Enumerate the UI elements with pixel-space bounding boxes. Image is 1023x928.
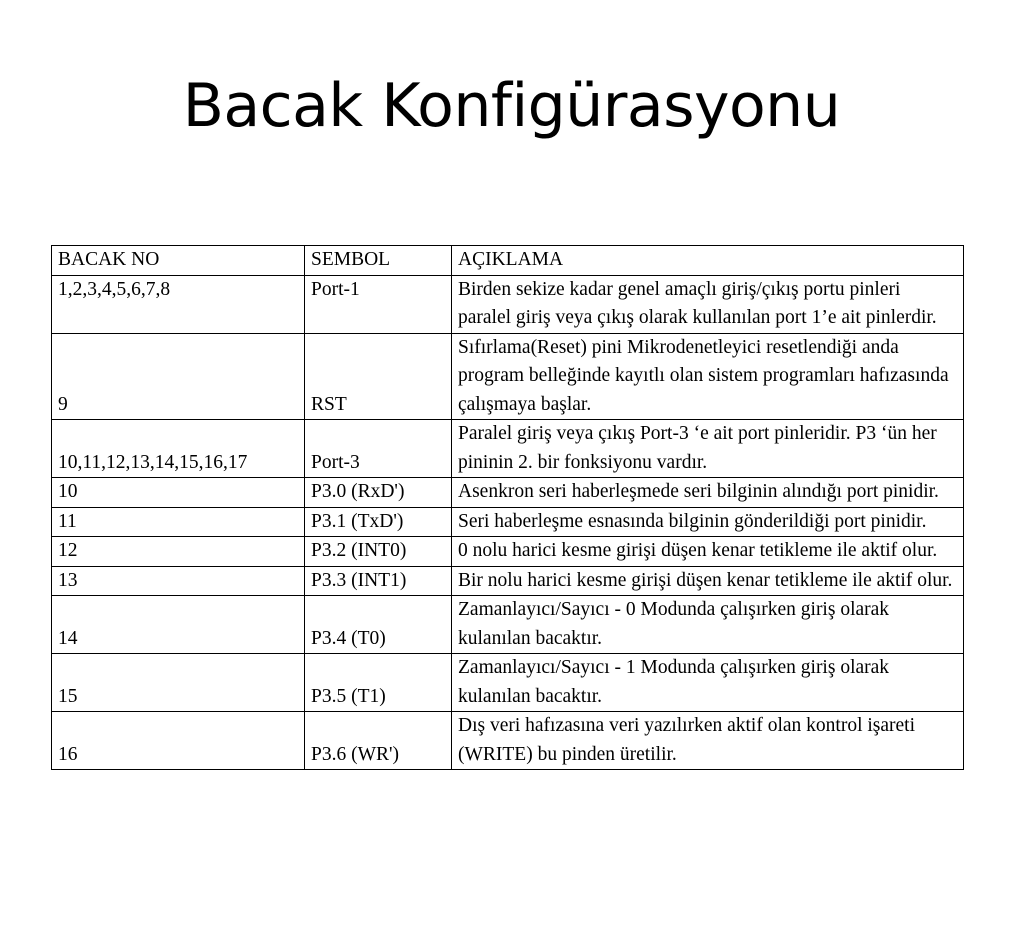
table-header-row [52, 246, 964, 276]
table-row [52, 712, 964, 770]
description-cell: Zamanlayıcı/Sayıcı - 1 Modunda çalışırken giriş olarak kulanılan bacaktır. [452, 654, 964, 712]
pin-number-cell: 11 [52, 507, 305, 537]
pin-number-cell: 16 [52, 712, 305, 770]
table-row [52, 537, 964, 567]
pin-number-cell: 14 [52, 596, 305, 654]
description-cell: Bir nolu harici kesme girişi düşen kenar tetikleme ile aktif olur. [452, 566, 964, 596]
symbol-cell: P3.2 (INT0) [305, 537, 452, 567]
symbol-cell: P3.4 (T0) [305, 596, 452, 654]
table-row [52, 333, 964, 420]
slide-title: Bacak Konfigürasyonu [182, 71, 841, 141]
header-pin-no: BACAK NO [52, 246, 305, 276]
table-row [52, 566, 964, 596]
pin-number-cell: 9 [52, 333, 305, 420]
table-row [52, 507, 964, 537]
description-cell: 0 nolu harici kesme girişi düşen kenar tetikleme ile aktif olur. [452, 537, 964, 567]
symbol-cell: Port-1 [305, 275, 452, 333]
symbol-cell: P3.5 (T1) [305, 654, 452, 712]
symbol-cell: Port-3 [305, 420, 452, 478]
symbol-cell: P3.0 (RxD') [305, 478, 452, 508]
symbol-cell: RST [305, 333, 452, 420]
symbol-cell: P3.6 (WR') [305, 712, 452, 770]
description-cell: Birden sekize kadar genel amaçlı giriş/çıkış portu pinleri paralel giriş veya çıkış olarak kullanılan port 1’e ait pinlerdir. [452, 275, 964, 333]
table-row [52, 596, 964, 654]
table-row [52, 478, 964, 508]
description-cell: Dış veri hafızasına veri yazılırken aktif olan kontrol işareti (WRITE) bu pinden üretilir. [452, 712, 964, 770]
symbol-cell: P3.3 (INT1) [305, 566, 452, 596]
pin-number-cell: 13 [52, 566, 305, 596]
symbol-cell: P3.1 (TxD') [305, 507, 452, 537]
pin-number-cell: 12 [52, 537, 305, 567]
pin-number-cell: 10,11,12,13,14,15,16,17 [52, 420, 305, 478]
description-cell: Paralel giriş veya çıkış Port-3 ‘e ait port pinleridir. P3 ‘ün her pininin 2. bir fonksiyonu vardır. [452, 420, 964, 478]
table-row [52, 275, 964, 333]
description-cell: Seri haberleşme esnasında bilginin gönderildiği port pinidir. [452, 507, 964, 537]
description-cell: Asenkron seri haberleşmede seri bilginin alındığı port pinidir. [452, 478, 964, 508]
table-row [52, 654, 964, 712]
pin-number-cell: 15 [52, 654, 305, 712]
pin-number-cell: 10 [52, 478, 305, 508]
pin-configuration-table [51, 245, 964, 770]
table-row [52, 420, 964, 478]
description-cell: Zamanlayıcı/Sayıcı - 0 Modunda çalışırken giriş olarak kulanılan bacaktır. [452, 596, 964, 654]
header-symbol: SEMBOL [305, 246, 452, 276]
pin-number-cell: 1,2,3,4,5,6,7,8 [52, 275, 305, 333]
header-description: AÇIKLAMA [452, 246, 964, 276]
description-cell: Sıfırlama(Reset) pini Mikrodenetleyici resetlendiği anda program belleğinde kayıtlı olan sistem programları hafızasında çalışmaya başlar. [452, 333, 964, 420]
